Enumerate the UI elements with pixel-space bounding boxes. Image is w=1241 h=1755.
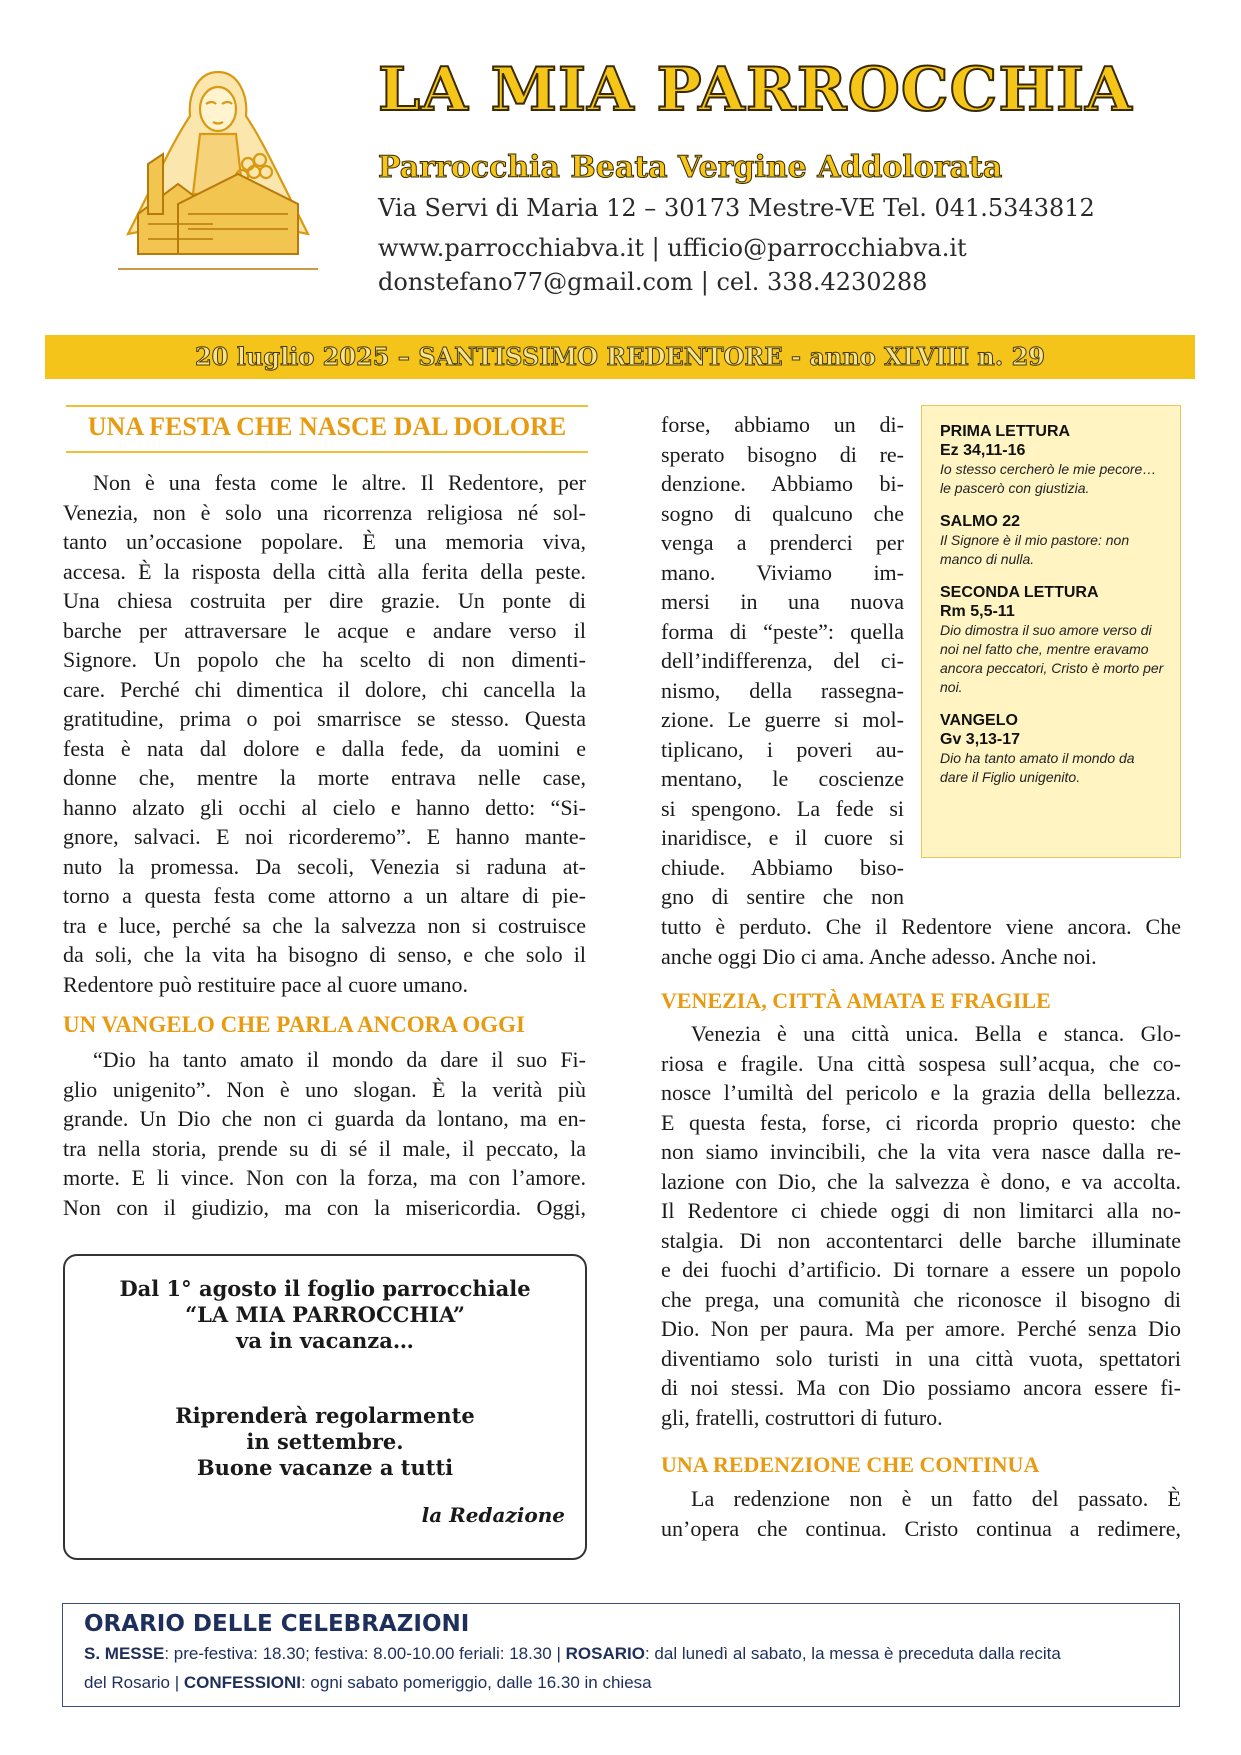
schedule-title: ORARIO DELLE CELEBRAZIONI	[84, 1611, 470, 1637]
reading-reference: Ez 34,11-16	[940, 442, 1026, 459]
text-line: zione. Le guerre si mol-	[661, 707, 904, 732]
text-line: di noi stessi. Ma con Dio possiamo ancora essere fi-	[661, 1375, 1181, 1400]
messe-label: S. MESSE	[84, 1644, 165, 1663]
text-line: diventiamo solo turisti in una città vuota, spettatori	[661, 1345, 1181, 1371]
text-line: che prega, una comunità che riconosce il bisogno di	[661, 1286, 1181, 1312]
text-line: stalgia. Di non accontentarci delle barche illuminate	[661, 1227, 1181, 1253]
reading-title: PRIMA LETTURA	[940, 423, 1071, 440]
text-line: E questa festa, forse, ci ricorda proprio questo: che	[661, 1109, 1181, 1135]
section2-body	[63, 1045, 586, 1222]
text-line: mentano, le coscienze	[661, 766, 904, 791]
text-line: Una chiesa costruita per dire grazie. Un ponte di	[63, 588, 586, 613]
reading-quote: Dio dimostra il suo amore verso di noi nel fatto che, mentre eravamo ancora peccatori, Cristo è morto per noi.	[940, 622, 1164, 695]
text-line: mano. Viviamo im-	[661, 559, 904, 585]
text-line: tanto un’occasione popolare. È una memoria viva,	[63, 529, 586, 554]
text-line: festa è nata dal dolore e dalla fede, da uomini e	[63, 735, 586, 761]
text-line: e dei fuochi d’artificio. Di tornare a essere un popolo	[661, 1257, 1181, 1282]
madonna-with-church-icon	[118, 64, 318, 284]
text-line: Redentore può restituire pace al cuore umano.	[63, 971, 469, 997]
reading-quote: Io stesso cercherò le mie pecore… le pascerò con giustizia.	[940, 461, 1157, 496]
text-line: gnore, salvaci. E noi ricorderemo”. E hanno mante-	[63, 824, 586, 849]
section4-title: UNA REDENZIONE CHE CONTINUA	[661, 1452, 1040, 1477]
text-line: glio unigenito”. Non è uno slogan. È la verità più	[63, 1076, 586, 1102]
text-line: Dio. Non per paura. Ma per amore. Perché senza Dio	[661, 1316, 1181, 1341]
reading-title: SECONDA LETTURA	[940, 584, 1099, 601]
text-line: accesa. È la risposta della città alla ferita della peste.	[63, 558, 586, 584]
text-line: da soli, che la vita ha bisogno di senso, e che solo il	[63, 942, 586, 967]
section2-continuation	[661, 410, 904, 912]
text-line: mersi in una nuova	[661, 589, 904, 614]
vacation-line-1: Dal 1° agosto il foglio parrocchiale	[119, 1276, 531, 1301]
section1-body	[63, 468, 586, 999]
text-line: venga a prenderci per	[661, 530, 904, 555]
text-line: non siamo invincibili, che la vita vera nasce dalla re-	[661, 1139, 1181, 1164]
reading-quote: Dio ha tanto amato il mondo da dare il Figlio unigenito.	[940, 750, 1135, 785]
schedule-line-1	[84, 1644, 1061, 1664]
text-line: Il Redentore ci chiede oggi di non limitarci alla no-	[661, 1198, 1181, 1223]
text-line: forse, abbiamo un di-	[661, 412, 904, 437]
schedule-line-2	[84, 1673, 652, 1693]
reading-quote: Il Signore è il mio pastore: non manco di nulla.	[940, 532, 1130, 567]
text-line: donne che, mentre la morte entrava nelle case,	[63, 765, 586, 790]
text-line: tiplicano, i poveri au-	[661, 736, 904, 762]
text-line: sogno di qualcuno che	[661, 500, 904, 526]
parish-name: Parrocchia Beata Vergine Addolorata	[378, 150, 1003, 185]
parish-web-email: www.parrocchiabva.it | ufficio@parrocchiabva.it	[378, 234, 967, 262]
messe-text: : pre-festiva: 18.30; festiva: 8.00-10.00 feriali: 18.30 |	[164, 1644, 566, 1663]
text-line: tra nella storia, prende su di sé il male, il peccato, la	[63, 1135, 586, 1161]
section1-title: UNA FESTA CHE NASCE DAL DOLORE	[87, 412, 567, 441]
reading-reference: Rm 5,5-11	[940, 603, 1015, 620]
parish-address: Via Servi di Maria 12 – 30173 Mestre-VE Tel. 041.5343812	[378, 194, 1095, 222]
text-line: dell’indifferenza, del ci-	[661, 648, 904, 673]
section2-title: UN VANGELO CHE PARLA ANCORA OGGI	[63, 1012, 525, 1037]
text-line: tutto è perduto. Che il Redentore viene ancora. Che	[661, 914, 1181, 939]
vacation-line-4: Riprenderà regolarmente	[175, 1403, 475, 1428]
section3-body	[661, 1019, 1181, 1432]
readings-box	[921, 405, 1181, 858]
section3-title: VENEZIA, CITTÀ AMATA E FRAGILE	[661, 988, 1051, 1013]
text-line: La redenzione non è un fatto del passato. È	[691, 1486, 1181, 1511]
confessioni-label: CONFESSIONI	[183, 1673, 301, 1692]
text-line: care. Perché chi dimentica il dolore, chi cancella la	[63, 676, 586, 702]
rosario-label: ROSARIO	[565, 1644, 645, 1663]
text-line: anche oggi Dio ci ama. Anche adesso. Anche noi.	[661, 943, 1097, 969]
text-line: morte. E li vince. Non con la forza, ma con l’amore.	[63, 1165, 586, 1190]
text-line: nuto la promessa. Da secoli, Venezia si raduna at-	[63, 853, 586, 879]
text-line: tra e luce, perché sa che la salvezza non si costruisce	[63, 912, 586, 938]
text-line: Venezia, non è solo una ricorrenza religiosa né sol-	[63, 499, 586, 525]
text-line: nosce l’umiltà del pericolo e la grazia della bellezza.	[661, 1080, 1181, 1105]
rosario-text: : dal lunedì al sabato, la messa è preceduta dalla recita	[644, 1644, 1061, 1663]
text-line: Non con il giudizio, ma con la misericordia. Oggi,	[63, 1194, 586, 1220]
vacation-line-3: va in vacanza…	[236, 1328, 414, 1353]
text-line: forma di “peste”: quella	[661, 618, 904, 644]
reading-title: SALMO 22	[940, 513, 1021, 530]
text-line: inaridisce, e il cuore si	[661, 825, 904, 850]
vacation-line-2: “LA MIA PARROCCHIA”	[185, 1302, 465, 1327]
text-line: nismo, della rassegna-	[661, 677, 904, 703]
reading-reference: Gv 3,13-17	[940, 731, 1021, 748]
text-line: sperato bisogno di re-	[661, 441, 904, 467]
priest-contact: donstefano77@gmail.com | cel. 338.4230288	[378, 268, 928, 296]
section4-body	[661, 1484, 1181, 1543]
text-line: gli, fratelli, costruttori di futuro.	[661, 1404, 943, 1430]
text-line: hanno alzato gli occhi al cielo e hanno detto: “Si-	[63, 794, 586, 820]
text-line: si spengono. La fede si	[661, 795, 904, 821]
text-line: “Dio ha tanto amato il mondo da dare il suo Fi-	[93, 1047, 586, 1072]
rosario-cont: del Rosario |	[84, 1673, 184, 1692]
vacation-line-6: Buone vacanze a tutti	[196, 1455, 454, 1480]
text-line: denzione. Abbiamo bi-	[661, 471, 904, 496]
reading-title: VANGELO	[940, 712, 1018, 729]
text-line: gno di sentire che non	[661, 884, 904, 909]
text-line: lazione con Dio, che la salvezza è dono, e va accolta.	[661, 1168, 1181, 1194]
text-line: Non è una festa come le altre. Il Redentore, per	[93, 470, 586, 495]
text-line: grande. Un Dio che non ci guarda da lontano, ma en-	[63, 1106, 586, 1131]
date-banner: 20 luglio 2025 – SANTISSIMO REDENTORE - anno XLVIII n. 29	[194, 342, 1045, 371]
vacation-signature: la Redazione	[421, 1503, 565, 1527]
text-line: Venezia è una città unica. Bella e stanca. Glo-	[691, 1021, 1181, 1046]
text-line: barche per attraversare le acque e andare verso il	[63, 617, 586, 643]
section2-ending	[661, 912, 1181, 971]
newsletter-title: LA MIA PARROCCHIA	[378, 55, 1133, 125]
text-line: chiude. Abbiamo biso-	[661, 854, 904, 880]
text-line: gratitudine, prima o poi smarrisce se stesso. Questa	[63, 706, 586, 731]
text-line: torno a questa festa come attorno a un altare di pie-	[63, 883, 586, 908]
vacation-line-5: in settembre.	[246, 1429, 404, 1454]
text-line: un’opera che continua. Cristo continua a redimere,	[661, 1515, 1181, 1541]
text-line: Signore. Un popolo che ha scelto di non dimenti-	[63, 647, 586, 672]
confessioni-text: : ogni sabato pomeriggio, dalle 16.30 in chiesa	[300, 1673, 652, 1692]
text-line: riosa e fragile. Una città sospesa sull’acqua, che co-	[661, 1050, 1181, 1076]
